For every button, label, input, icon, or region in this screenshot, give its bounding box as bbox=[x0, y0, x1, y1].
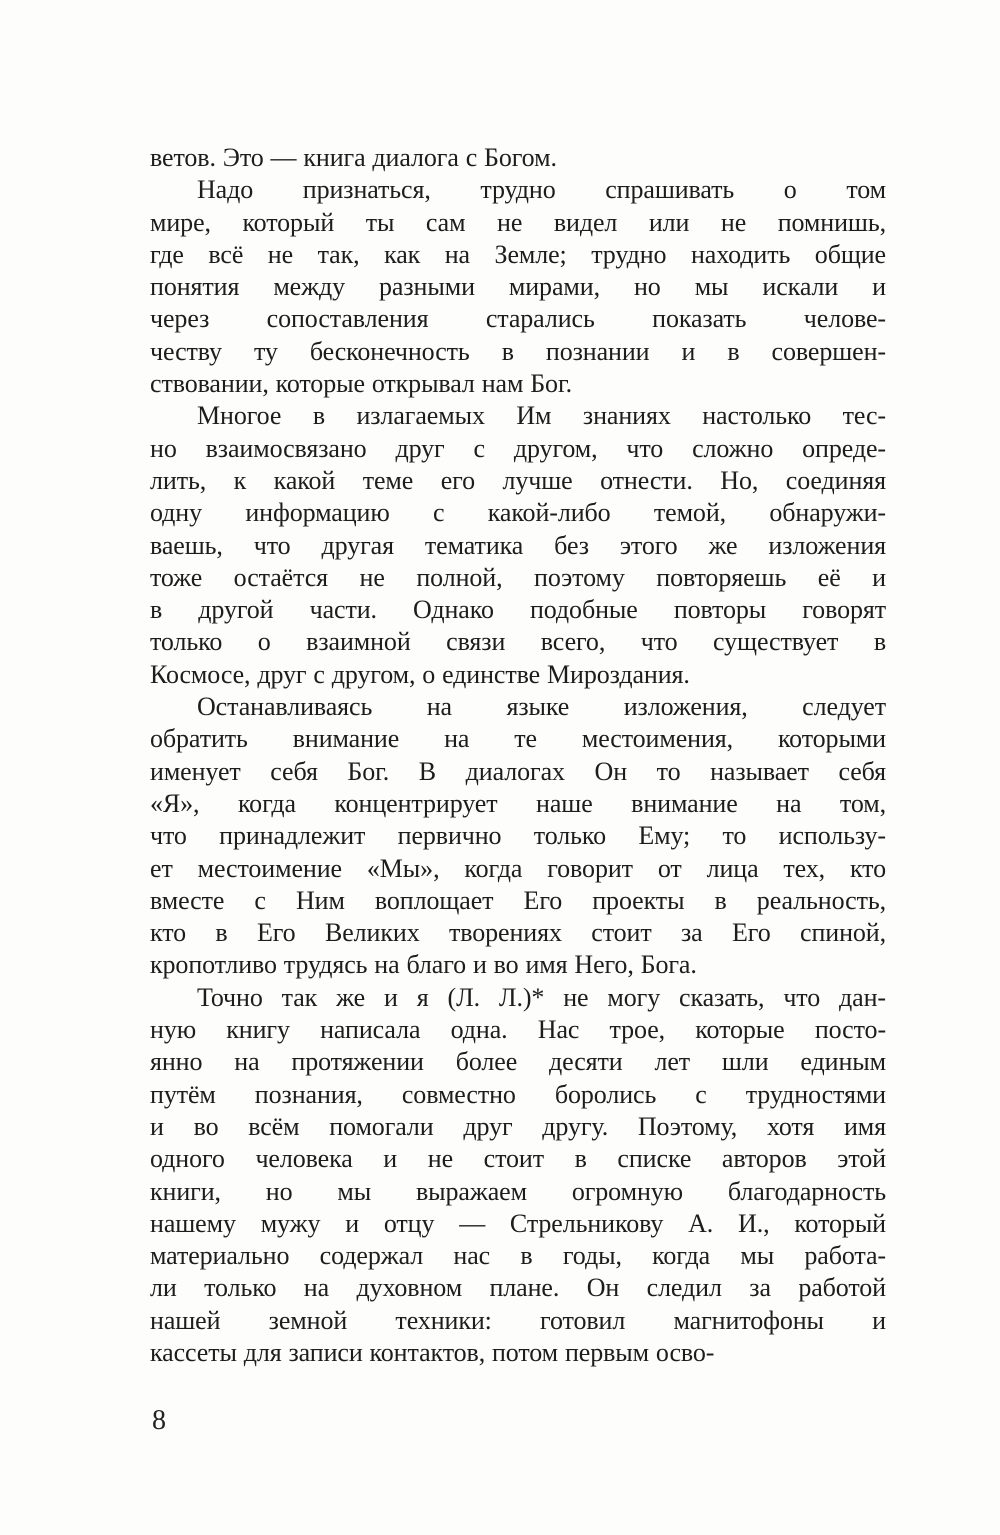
text-line: понятия между разными мирами, но мы искали и bbox=[150, 272, 886, 302]
paragraph bbox=[150, 142, 886, 174]
text-line: и во всём помогали друг другу. Поэтому, хотя имя bbox=[150, 1111, 886, 1141]
text-line: в другой части. Однако подобные повторы говорят bbox=[150, 595, 886, 625]
text-line: Останавливаясь на языке изложения, следует bbox=[197, 692, 886, 722]
text-line: ствовании, которые открывал нам Бог. bbox=[150, 369, 572, 399]
text-line: но взаимосвязано друг с другом, что сложно опреде- bbox=[150, 433, 886, 463]
text-line: честву ту бесконечность в познании и в совершен- bbox=[150, 336, 886, 366]
text-line: одного человека и не стоит в списке авторов этой bbox=[150, 1144, 886, 1174]
text-line: «Я», когда концентрирует наше внимание на том, bbox=[150, 788, 886, 818]
text-line: нашему мужу и отцу — Стрельникову А. И., который bbox=[150, 1208, 886, 1238]
text-line: именует себя Бог. В диалогах Он то называет себя bbox=[150, 756, 886, 786]
text-line: ветов. Это — книга диалога с Богом. bbox=[150, 143, 557, 172]
text-line: Многое в излагаемых Им знаниях настолько тес- bbox=[197, 401, 886, 431]
text-line: тоже остаётся не полной, поэтому повторяешь её и bbox=[150, 562, 886, 592]
text-line: Точно так же и я (Л. Л.)* не могу сказать, что дан- bbox=[197, 982, 886, 1012]
page-number: 8 bbox=[152, 1405, 166, 1436]
text-line: ли только на духовном плане. Он следил за работой bbox=[150, 1273, 886, 1303]
text-line: только о взаимной связи всего, что существует в bbox=[150, 627, 886, 657]
text-line: Надо признаться, трудно спрашивать о том bbox=[197, 175, 886, 205]
paragraph bbox=[150, 174, 886, 400]
paragraph bbox=[150, 400, 886, 691]
text-line: через сопоставления старались показать челове- bbox=[150, 304, 886, 334]
text-line: Космосе, друг с другом, о единстве Мироздания. bbox=[150, 659, 690, 689]
text-line: мире, который ты сам не видел или не помнишь, bbox=[150, 207, 886, 237]
text-line: ваешь, что другая тематика без этого же изложения bbox=[150, 530, 886, 560]
text-line: лить, к какой теме его лучше отнести. Но, соединяя bbox=[150, 465, 886, 495]
text-line: кропотливо трудясь на благо и во имя Него, Бога. bbox=[150, 950, 697, 980]
text-line: вместе с Ним воплощает Его проекты в реальность, bbox=[150, 885, 886, 915]
text-line: ет местоимение «Мы», когда говорит от лица тех, кто bbox=[150, 853, 886, 883]
text-line: кассеты для записи контактов, потом первым осво- bbox=[150, 1337, 715, 1367]
paragraph bbox=[150, 691, 886, 982]
text-line: обратить внимание на те местоимения, которыми bbox=[150, 724, 886, 754]
text-line: ную книгу написала одна. Нас трое, которые посто- bbox=[150, 1015, 886, 1045]
text-line: янно на протяжении более десяти лет шли единым bbox=[150, 1047, 886, 1077]
text-line: нашей земной техники: готовил магнитофоны и bbox=[150, 1305, 886, 1335]
paragraph bbox=[150, 982, 886, 1370]
text-block bbox=[150, 142, 886, 1369]
text-line: путём познания, совместно боролись с трудностями bbox=[150, 1079, 886, 1109]
text-line: кто в Его Великих творениях стоит за Его спиной, bbox=[150, 918, 886, 948]
text-line: что принадлежит первично только Ему; то использу- bbox=[150, 821, 886, 851]
text-line: где всё не так, как на Земле; трудно находить общие bbox=[150, 239, 886, 269]
text-line: одну информацию с какой-либо темой, обнаружи- bbox=[150, 498, 886, 528]
text-line: материально содержал нас в годы, когда мы работа- bbox=[150, 1241, 886, 1271]
text-line: книги, но мы выражаем огромную благодарность bbox=[150, 1176, 886, 1206]
